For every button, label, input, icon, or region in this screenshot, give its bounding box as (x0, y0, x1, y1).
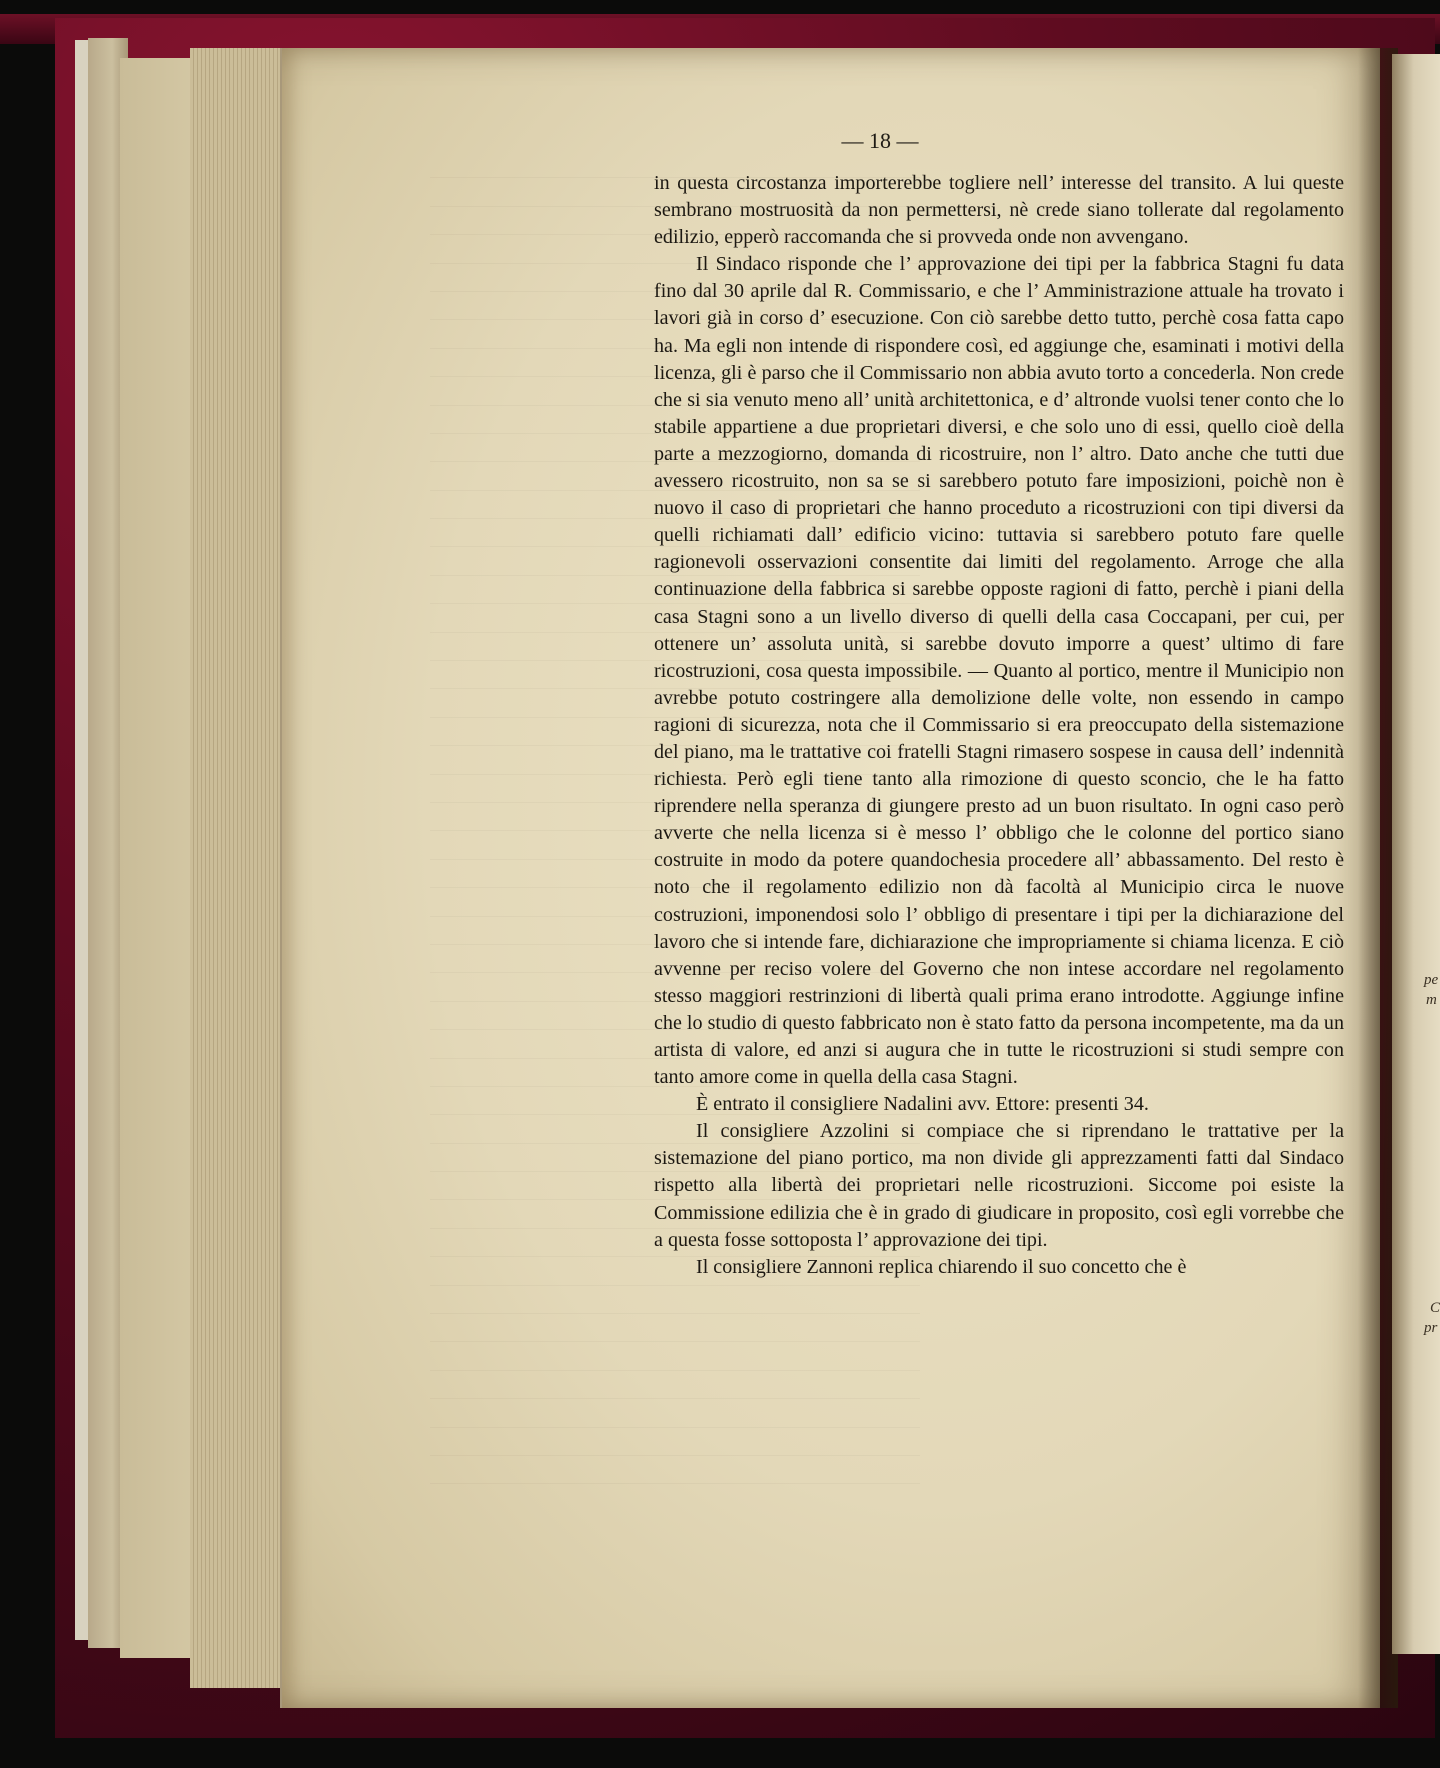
paragraph: Il consigliere Azzolini si compiace che si riprendano le trattative per la sistemazione del piano portico, ma non divide gli apprezzamenti fatti dal Sindaco rispetto alla libertà dei proprietari nelle ricostruzioni. Siccome poi esiste la Commissione edilizia che è in grado di giudicare in proposito, così egli vorrebbe che a questa fosse sottoposta l’ approvazione dei tipi. (654, 1120, 1344, 1251)
show-through-line (430, 1484, 920, 1510)
show-through-line (430, 1314, 920, 1342)
facing-page-edge (1392, 54, 1440, 1654)
page-number: — 18 — (841, 128, 919, 153)
page-body-text (654, 170, 1344, 1281)
show-through-line (430, 1399, 920, 1427)
show-through-line (430, 1456, 920, 1484)
facing-page-fragment: m (1426, 992, 1437, 1008)
show-through-line (430, 1371, 920, 1399)
paragraph: Il consigliere Zannoni replica chiarendo il suo concetto che è (696, 1255, 1187, 1278)
show-through-line (430, 1428, 920, 1456)
show-through-line (430, 1286, 920, 1314)
paragraph: È entrato il consigliere Nadalini avv. Ettore: presenti 34. (696, 1093, 1149, 1116)
facing-page-fragment: pr (1424, 1320, 1438, 1336)
facing-page-fragment: C (1430, 1300, 1440, 1316)
page-stack-edges (190, 48, 290, 1688)
paragraph: in questa circostanza importerebbe togliere nell’ interesse del transito. A lui queste sembrano mostruosità da non permettersi, nè crede siano tollerate dal regolamento edilizio, epperò raccomanda che si provveda onde non avvengano. (654, 172, 1344, 249)
facing-page-fragment: pe (1424, 972, 1439, 988)
show-through-line (430, 1342, 920, 1370)
paragraph: Il Sindaco risponde che l’ approvazione dei tipi per la fabbrica Stagni fu data fino dal 30 aprile dal R. Commissario, e che l’ Amministrazione attuale ha trovato i lavori già in corso d’ esecuzione. Con ciò sarebbe detto tutto, perchè cosa fatta capo ha. Ma egli non intende di rispondere così, ed aggiunge che, esaminati i motivi della licenza, gli è parso che il Commissario non abbia avuto torto a concederla. Non crede che si sia venuto meno all’ unità architettonica, e d’ altronde vuolsi tener conto che lo stabile appartiene a due proprietari diversi, e che solo uno di essi, quello cioè della parte a mezzogiorno, domanda di ricostruire, non l’ altro. Dato anche che tutti due avessero ricostruito, non sa se si sarebbero potuto fare imposizioni, poichè non è nuovo il caso di proprietari che hanno proceduto a ricostruzioni con tipi diversi da quelli richiamati dall’ edificio vicino: tuttavia si sarebbero potuto fare quelle ragionevoli osservazioni consentite dai limiti del regolamento. Arroge che alla continuazione della fabbrica si sarebbe opposte ragioni di fatto, perchè i piani della casa Stagni sono a un livello diverso di quelli della casa Coccapani, per cui, per ottenere un’ assoluta unità, si sarebbe dovuto imporre a quest’ ultimo di fare ricostruzioni, cosa questa impossibile. — Quanto al portico, mentre il Municipio non avrebbe potuto costringere alla demolizione delle volte, non essendo in campo ragioni di sicurezza, nota che il Commissario si era preoccupato della sistemazione del piano, ma le trattative coi fratelli Stagni rimasero sospese in causa dell’ indennità richiesta. Però egli tiene tanto alla rimozione di questo sconcio, che le ha fatto riprendere nella speranza di giungere presto ad un buon risultato. In ogni caso però avverte che nella licenza si è messo l’ obbligo che le colonne del portico siano costruite in modo da potere quandochesia procedere all’ abbassamento. Del resto è noto che il regolamento edilizio non dà facoltà al Municipio circa le nuove costruzioni, imponendosi solo l’ obbligo di presentare i tipi per la dichiarazione del lavoro che si intende fare, dichiarazione che impropriamente si chiama licenza. E ciò avvenne per reciso volere del Governo che non intese accordare nel regolamento stesso maggiori restrinzioni di libertà quali prima erano introdotte. Aggiunge infine che lo studio di questo fabbricato non è stato fatto da persona incompetente, ma da un artista di valore, ed anzi si augura che in tutte le ricostruzioni si studi sempre con tanto amore come in quella della casa Stagni. (654, 253, 1344, 1089)
